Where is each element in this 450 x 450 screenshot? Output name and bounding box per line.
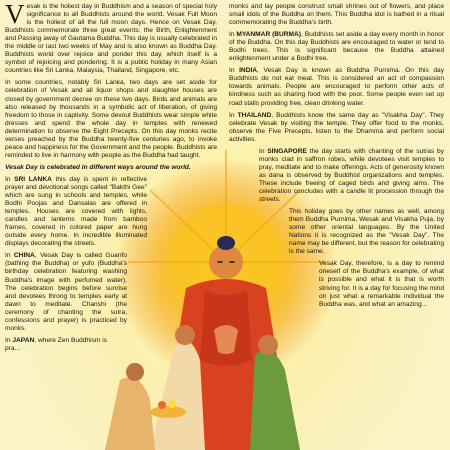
- other-names-paragraph: This holiday goes by other names as well, among them Buddha Purnima, Wesak and Visakha Puja, by some other oriental languages. By the United Nations it is recognized as the "Vesak Day". The name may be different, but the reason for celebrating is the same.: [289, 208, 444, 256]
- china-paragraph: In CHINA, Vesak Day is called Guanfo (bathing the Buddha) or yufo (Buddha's birthday celebration featuring washing Buddha's image with perfumed water). The celebration begins before sunrise and devotees throng to temples early at dawn to meditate. Chanshi (the ceremony of chanting the sutra, confessions and prayer) is practiced by monks.: [5, 252, 127, 332]
- right-column: [229, 3, 444, 313]
- drop-cap: V: [5, 0, 25, 29]
- intro-paragraph: Vesak is the holiest day in Buddhism and a season of special holy significance to all Buddhists around the world. Vesak Full Moon is the holiest of all the full moon days. Hence on Vesak Day, Buddhists commemorate three great events: the Birth, Enlightenment and Passing away of Gautama Buddha. This day is usually celebrated in the middle or last two weeks of May and is also known as Buddha Day. Buddhists world over rejoice and ponder this day, which itself is a symbol of rejoicing and pondering. It is a public holiday in many Asian countries like Sri Lanka, Malaysia, Thailand, Singapore, etc.: [5, 0, 217, 75]
- thailand-paragraph: In THAILAND, Buddhists know the same day as "Visakha Day". They celebrate Vesak by visiting the temple. They offer food to the monks, observe the Five Precepts, listen to the Dhamma and perform social activities.: [229, 111, 444, 143]
- closing-paragraph: Vesak Day, therefore, is a day to remind oneself of the Buddha's example, of what is possible and what it is that is worth striving for. It is a day for focusing the mind on just what a remarkable individual the Buddha was, and what an amazing...: [319, 260, 444, 308]
- devotee-right: [250, 350, 300, 450]
- india-paragraph: In INDIA, Vesak Day is known as Buddha Purnima. On this day Buddhists do not eat meat. This is considered an act of compassion towards animals. People are encouraged to perform other acts of kindness such as sharing food with the poor. Some people even set up road stalls providing free, clean drinking water.: [229, 67, 444, 107]
- japan-paragraph: In JAPAN, where Zen Buddhism is pra...: [5, 336, 107, 352]
- section-heading: Vesak Day is celebrated in different ways around the world.: [5, 163, 191, 171]
- myanmar-paragraph: In MYANMAR (BURMA), Buddhists set aside a day every month in honor of the Buddha. On this day Buddhists are encouraged to water or tend to Bodhi trees. This is significant because the Buddha attained enlightenment under a Bodhi tree.: [229, 31, 444, 63]
- singapore-paragraph: In SINGAPORE the day starts with chanting of the sutras by monks clad in saffron robes, while devotees visit temples to pray, meditate and to make offerings. Acts of generosity known as dana is observed by Buddhist organizations and temples. These include freeing of caged birds and giving alms. The celebration concludes with a candle lit procession through the streets.: [259, 147, 444, 204]
- china-continued: monks and lay people construct small shrines out of flowers, and place small idols of the Buddha on them. This Buddha idol is bathed in a ritual commemorating the Buddha's birth.: [229, 3, 444, 27]
- left-column: [5, 0, 217, 357]
- sri-lanka-overview: In some countries, notably Sri Lanka, two days are set aside for celebration of Vesak and all liquor shops and slaughter houses are closed by government decree on these two days. Birds and animals are also released by thousands in a symbolic act of liberation, of giving freedom to those in captivity. Some devout Buddhists wear simple white dresses and spend the whole day in temples with renewed determination to observe the Eight Precepts. On this day monks recite verses preached by the Buddha twenty-five centuries ago, to invoke peace and happiness for the Government and the people. Buddhists are reminded to live in harmony with people as the Buddha had taught.: [5, 79, 217, 159]
- sri-lanka-paragraph: In SRI LANKA this day is spent in reflective prayer and devotional songs called "Bakthi Gee" which are sung in schools and temples, while Bodhi Poojas and Dansalas are offered in temples. Houses are covered with lights, candles and lanterns made from bamboo frames, covered in colored paper are hung outside every home. In incredible illuminated displays decorating the streets.: [5, 175, 147, 248]
- offering-bowl: [150, 406, 186, 418]
